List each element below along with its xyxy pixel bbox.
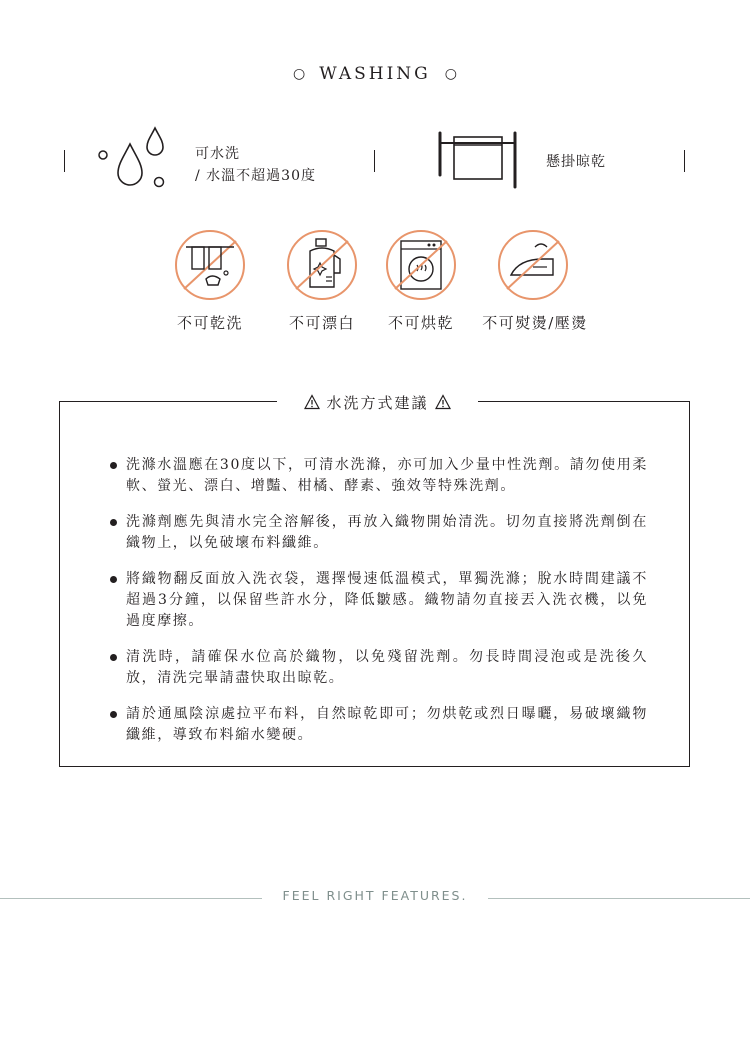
- water-drops-icon: [88, 126, 178, 196]
- washable-line1: 可水洗: [195, 146, 240, 162]
- no-dry-clean-label: 不可乾洗: [176, 314, 243, 332]
- hang-dry-label: 懸掛晾乾: [546, 154, 606, 170]
- method-box-top-left: [59, 401, 277, 402]
- no-tumble-dry-icon: [385, 229, 457, 301]
- footer-line-left: [0, 898, 262, 899]
- footer-brand: FEEL RIGHT FEATURES.: [282, 888, 468, 903]
- no-dry-clean-icon: [174, 229, 246, 301]
- divider-right: [684, 150, 685, 172]
- no-ironing-icon: [497, 229, 569, 301]
- hanging-dry-icon: [436, 131, 522, 189]
- method-title-text: 水洗方式建議: [326, 393, 429, 412]
- list-item: 將織物翻反面放入洗衣袋，選擇慢速低溫模式，單獨洗滌；脫水時間建議不超過3分鐘，以保留些許水分，降低皺感。織物請勿直接丟入洗衣機，以免過度摩擦。: [108, 569, 648, 632]
- title-dot-left: ○: [293, 66, 306, 82]
- no-ironing-label: 不可熨燙/壓燙: [482, 314, 588, 332]
- method-list: [108, 455, 648, 761]
- divider-left: [64, 150, 65, 172]
- title-text: WASHING: [319, 64, 431, 84]
- title-dot-right: ○: [444, 66, 457, 82]
- no-tumble-dry-label: 不可烘乾: [387, 314, 454, 332]
- washable-label: [195, 143, 316, 187]
- method-title: [277, 390, 478, 414]
- method-box-top-right: [478, 401, 690, 402]
- list-item: 請於通風陰涼處拉平布料，自然晾乾即可；勿烘乾或烈日曝曬，易破壞織物纖維，導致布料縮水變硬。: [108, 704, 648, 746]
- footer-line-right: [488, 898, 750, 899]
- list-item: 洗滌劑應先與清水完全溶解後，再放入織物開始清洗。切勿直接將洗劑倒在織物上，以免破壞布料纖維。: [108, 512, 648, 554]
- washable-line2: / 水溫不超過30度: [195, 168, 316, 184]
- no-bleach-icon: [286, 229, 358, 301]
- list-item: 清洗時，請確保水位高於織物，以免殘留洗劑。勿長時間浸泡或是洗後久放，清洗完畢請盡快取出晾乾。: [108, 647, 648, 689]
- section-title: [0, 62, 750, 86]
- warning-icon: [435, 394, 451, 410]
- warning-icon: [304, 394, 320, 410]
- list-item: 洗滌水溫應在30度以下，可清水洗滌，亦可加入少量中性洗劑。請勿使用柔軟、螢光、漂白、增豔、柑橘、酵素、強效等特殊洗劑。: [108, 455, 648, 497]
- divider-middle: [374, 150, 375, 172]
- no-bleach-label: 不可漂白: [288, 314, 355, 332]
